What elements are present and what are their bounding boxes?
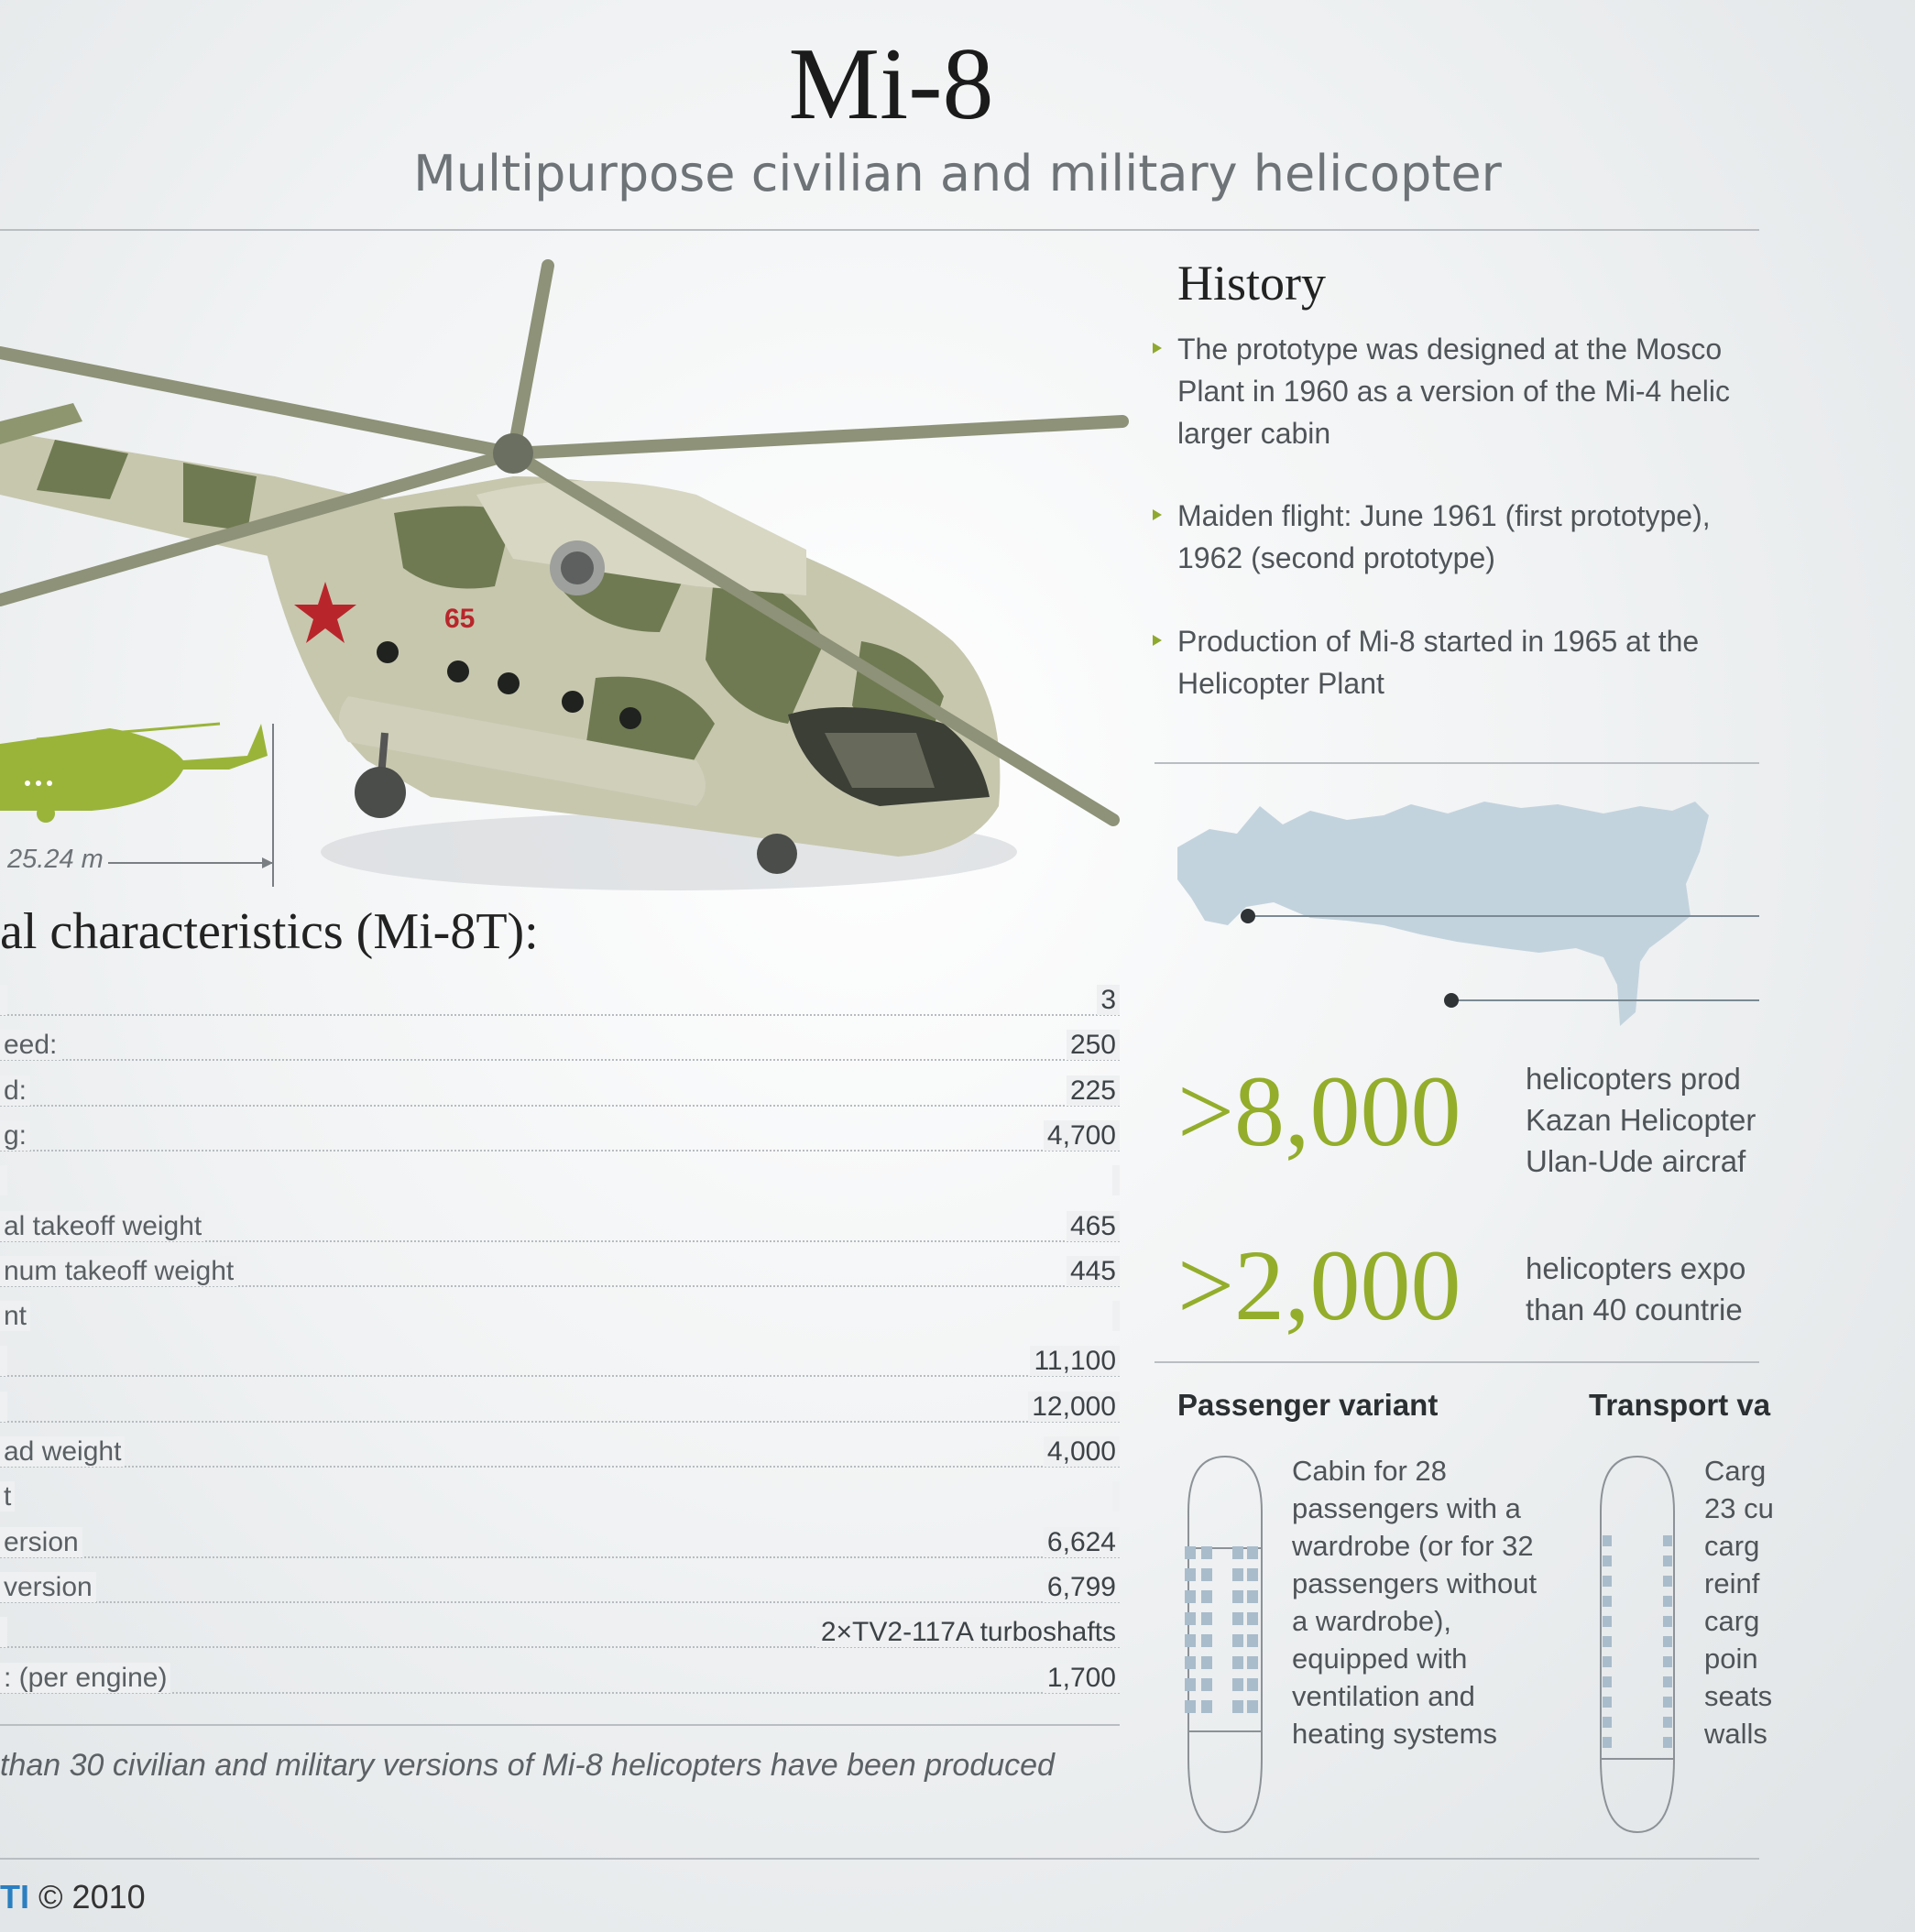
russia-map xyxy=(1173,797,1759,1044)
history-item-line: Production of Mi-8 started in 1965 at the xyxy=(1177,625,1700,658)
history-item-line: Helicopter Plant xyxy=(1177,667,1384,700)
transport-variant-line: poin xyxy=(1704,1643,1758,1675)
spec-row xyxy=(0,985,1120,1021)
transport-variant-line: 23 cu xyxy=(1704,1492,1774,1524)
spec-value: 4,000 xyxy=(1044,1436,1120,1467)
spec-row xyxy=(0,1436,1120,1473)
spec-row-leader xyxy=(0,1601,1120,1603)
spec-label: nt xyxy=(0,1301,30,1331)
transport-variant-line: Carg xyxy=(1704,1455,1767,1487)
history-item-line: Maiden flight: June 1961 (first prototype), xyxy=(1177,499,1711,532)
spec-value: 465 xyxy=(1067,1211,1120,1241)
history-item-line: larger cabin xyxy=(1177,417,1331,450)
page-subtitle: Multipurpose civilian and military helicopter xyxy=(413,145,1502,202)
history-item xyxy=(1153,620,1776,704)
tail-number: 65 xyxy=(444,604,476,634)
passenger-variant-line: a wardrobe), xyxy=(1292,1605,1452,1637)
stat-produced-text xyxy=(1526,1058,1782,1182)
transport-variant-line: carg xyxy=(1704,1605,1760,1637)
spec-value: 445 xyxy=(1067,1256,1120,1286)
spec-value: 1,700 xyxy=(1044,1663,1120,1693)
passenger-variant-line: Cabin for 28 xyxy=(1292,1455,1447,1487)
spec-row xyxy=(0,1392,1120,1428)
spec-row xyxy=(0,1165,1120,1202)
spec-label: : (per engine) xyxy=(0,1663,170,1693)
spec-row-leader xyxy=(0,1059,1120,1061)
spec-row xyxy=(0,1617,1120,1654)
spec-label: t xyxy=(0,1481,15,1512)
spec-row xyxy=(0,1120,1120,1157)
versions-note: than 30 civilian and military versions of Mi-8 helicopters have been produced xyxy=(0,1748,1055,1783)
spec-row xyxy=(0,1030,1120,1066)
specs-title: al characteristics (Mi-8T): xyxy=(0,903,539,960)
spec-label xyxy=(0,1165,7,1195)
spec-row xyxy=(0,1346,1120,1382)
spec-row xyxy=(0,1572,1120,1609)
transport-variant-line: seats xyxy=(1704,1680,1773,1712)
spec-value: 3 xyxy=(1097,985,1120,1015)
passenger-variant-line: heating systems xyxy=(1292,1718,1497,1750)
history-item xyxy=(1153,328,1776,454)
spec-row-leader xyxy=(0,1421,1120,1423)
spec-label: eed: xyxy=(0,1030,60,1060)
history-item-line: The prototype was designed at the Mosco xyxy=(1177,333,1723,366)
transport-variant-line: walls xyxy=(1704,1718,1767,1750)
spec-label: d: xyxy=(0,1075,30,1106)
spec-label: version xyxy=(0,1572,96,1602)
passenger-variant-line: passengers without xyxy=(1292,1567,1537,1599)
footer-divider xyxy=(0,1858,1759,1860)
history-item-line: 1962 (second prototype) xyxy=(1177,541,1495,574)
copyright: © 2010 xyxy=(38,1878,146,1916)
spec-value: 4,700 xyxy=(1044,1120,1120,1151)
history-title: History xyxy=(1177,256,1326,311)
stat-exported-value: >2,000 xyxy=(1177,1229,1461,1341)
spec-label: ersion xyxy=(0,1527,82,1557)
spec-label xyxy=(0,1392,7,1422)
spec-value: 12,000 xyxy=(1028,1392,1120,1422)
spec-value: 11,100 xyxy=(1030,1346,1120,1376)
spec-value xyxy=(1112,1301,1120,1331)
spec-row xyxy=(0,1481,1120,1518)
spec-row xyxy=(0,1075,1120,1112)
spec-value: 6,624 xyxy=(1044,1527,1120,1557)
history-item xyxy=(1153,495,1776,579)
spec-row xyxy=(0,1301,1120,1337)
stat-exported-line: than 40 countrie xyxy=(1526,1293,1743,1326)
stat-exported-line: helicopters expo xyxy=(1526,1251,1746,1285)
stat-produced-value: >8,000 xyxy=(1177,1055,1461,1167)
passenger-variant-line: equipped with xyxy=(1292,1643,1468,1675)
spec-row xyxy=(0,1256,1120,1293)
spec-row xyxy=(0,1663,1120,1699)
history-item-line: Plant in 1960 as a version of the Mi-4 helic xyxy=(1177,375,1730,408)
spec-row-leader xyxy=(0,1466,1120,1468)
passenger-variant-line: passengers with a xyxy=(1292,1492,1521,1524)
spec-row xyxy=(0,1211,1120,1248)
spec-value xyxy=(1112,1481,1120,1512)
passenger-variant-title: Passenger variant xyxy=(1177,1388,1439,1422)
passenger-variant-text xyxy=(1292,1452,1537,1752)
spec-row-leader xyxy=(0,1150,1120,1152)
spec-value: 250 xyxy=(1067,1030,1120,1060)
spec-label: al takeoff weight xyxy=(0,1211,205,1241)
history-divider xyxy=(1154,762,1759,764)
helicopter-illustration xyxy=(0,247,1132,907)
passenger-variant-line: ventilation and xyxy=(1292,1680,1475,1712)
spec-row-leader xyxy=(0,1556,1120,1558)
spec-value: 2×TV2-117A turboshafts xyxy=(817,1617,1120,1647)
specs-divider xyxy=(0,1724,1120,1726)
stat-produced-line: Ulan-Ude aircraf xyxy=(1526,1144,1746,1178)
spec-label xyxy=(0,985,7,1015)
spec-value: 6,799 xyxy=(1044,1572,1120,1602)
header-divider xyxy=(0,229,1759,231)
transport-variant-line: reinf xyxy=(1704,1567,1760,1599)
spec-row xyxy=(0,1527,1120,1564)
transport-cabin-diagram xyxy=(1592,1457,1683,1832)
passenger-variant-line: wardrobe (or for 32 xyxy=(1292,1530,1534,1562)
stat-produced-line: Kazan Helicopter xyxy=(1526,1103,1756,1137)
spec-label: g: xyxy=(0,1120,30,1151)
stat-exported-text xyxy=(1526,1248,1782,1330)
spec-label xyxy=(0,1617,7,1647)
stats-divider xyxy=(1154,1361,1759,1363)
transport-variant-title: Transport va xyxy=(1589,1388,1771,1422)
passenger-cabin-diagram xyxy=(1179,1457,1271,1832)
spec-value: 225 xyxy=(1067,1075,1120,1106)
spec-label xyxy=(0,1346,7,1376)
footer xyxy=(0,1878,146,1916)
spec-row-leader xyxy=(0,1375,1120,1377)
spec-value xyxy=(1112,1165,1120,1195)
transport-variant-text xyxy=(1704,1452,1774,1752)
stat-produced-line: helicopters prod xyxy=(1526,1062,1741,1096)
spec-label: num takeoff weight xyxy=(0,1256,237,1286)
transport-variant-line: carg xyxy=(1704,1530,1760,1562)
spec-row-leader xyxy=(0,1105,1120,1107)
page-title: Mi-8 xyxy=(788,27,994,141)
dimension-label: 25.24 m xyxy=(7,845,104,874)
brand-logo: TI xyxy=(0,1878,29,1916)
spec-row-leader xyxy=(0,1014,1120,1016)
spec-label: ad weight xyxy=(0,1436,125,1467)
